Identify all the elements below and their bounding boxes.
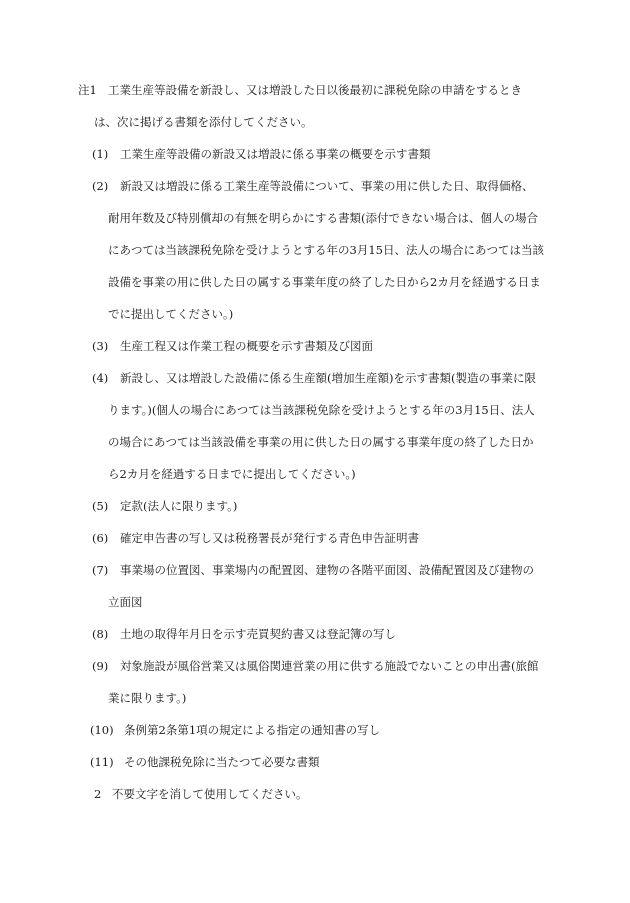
note1-line-2: は、次に掲げる書類を添付してください。 — [94, 115, 313, 129]
item-5-number: (5) — [92, 499, 109, 513]
item-2-line-4: 設備を事業の用に供した日の属する事業年度の終了した日から2カ月を経過する日ま — [108, 275, 541, 289]
item-4-line-2: ります。)(個人の場合にあつては当該課税免除を受けようとする年の3月15日、法人 — [108, 403, 535, 417]
item-2-line-5: でに提出してください。) — [108, 307, 234, 321]
item-11-line-1: その他課税免除に当たつて必要な書類 — [124, 755, 320, 769]
item-2-number: (2) — [92, 179, 109, 193]
item-1-line-1: 工業生産等設備の新設又は増設に係る事業の概要を示す書類 — [120, 147, 431, 161]
item-10-number: (10) — [90, 723, 114, 737]
note2-marker: 2 — [94, 787, 102, 801]
item-1-number: (1) — [92, 147, 109, 161]
item-10-line-1: 条例第2条第1項の規定による指定の通知書の写し — [124, 723, 381, 737]
item-4-line-1: 新設し、又は増設した設備に係る生産額(増加生産額)を示す書類(製造の事業に限 — [120, 371, 536, 385]
item-11-number: (11) — [90, 755, 114, 769]
note2-text: 不要文字を消して使用してください。 — [112, 787, 308, 801]
item-3-line-1: 生産工程又は作業工程の概要を示す書類及び図面 — [120, 339, 373, 353]
item-8-number: (8) — [92, 627, 109, 641]
item-6-line-1: 確定申告書の写し又は税務署長が発行する青色申告証明書 — [120, 531, 419, 545]
item-4-number: (4) — [92, 371, 109, 385]
item-3-number: (3) — [92, 339, 109, 353]
note1-line-1: 工業生産等設備を新設し、又は増設した日以後最初に課税免除の申請をするとき — [108, 83, 522, 97]
item-4-line-3: の場合にあつては当該設備を事業の用に供した日の属する事業年度の終了した日か — [108, 435, 534, 449]
item-9-number: (9) — [92, 659, 109, 673]
item-2-line-3: にあつては当該課税免除を受けようとする年の3月15日、法人の場合にあつては当該 — [108, 243, 544, 257]
item-8-line-1: 土地の取得年月日を示す売買契約書又は登記簿の写し — [120, 627, 396, 641]
item-2-line-1: 新設又は増設に係る工業生産等設備について、事業の用に供した日、取得価格、 — [120, 179, 534, 193]
item-7-number: (7) — [92, 563, 109, 577]
item-7-line-2: 立面図 — [108, 595, 143, 609]
note1-marker: 注1 — [78, 83, 97, 97]
item-5-line-1: 定款(法人に限ります。) — [120, 499, 238, 513]
item-7-line-1: 事業場の位置図、事業場内の配置図、建物の各階平面図、設備配置図及び建物の — [120, 563, 534, 577]
item-6-number: (6) — [92, 531, 109, 545]
item-4-line-4: ら2カ月を経過する日までに提出してください。) — [108, 467, 356, 481]
item-9-line-1: 対象施設が風俗営業又は風俗関連営業の用に供する施設でないことの申出書(旅館 — [120, 659, 539, 673]
item-2-line-2: 耐用年数及び特別償却の有無を明らかにする書類(添付できない場合は、個人の場合 — [108, 211, 538, 225]
item-9-line-2: 業に限ります。) — [108, 691, 187, 705]
